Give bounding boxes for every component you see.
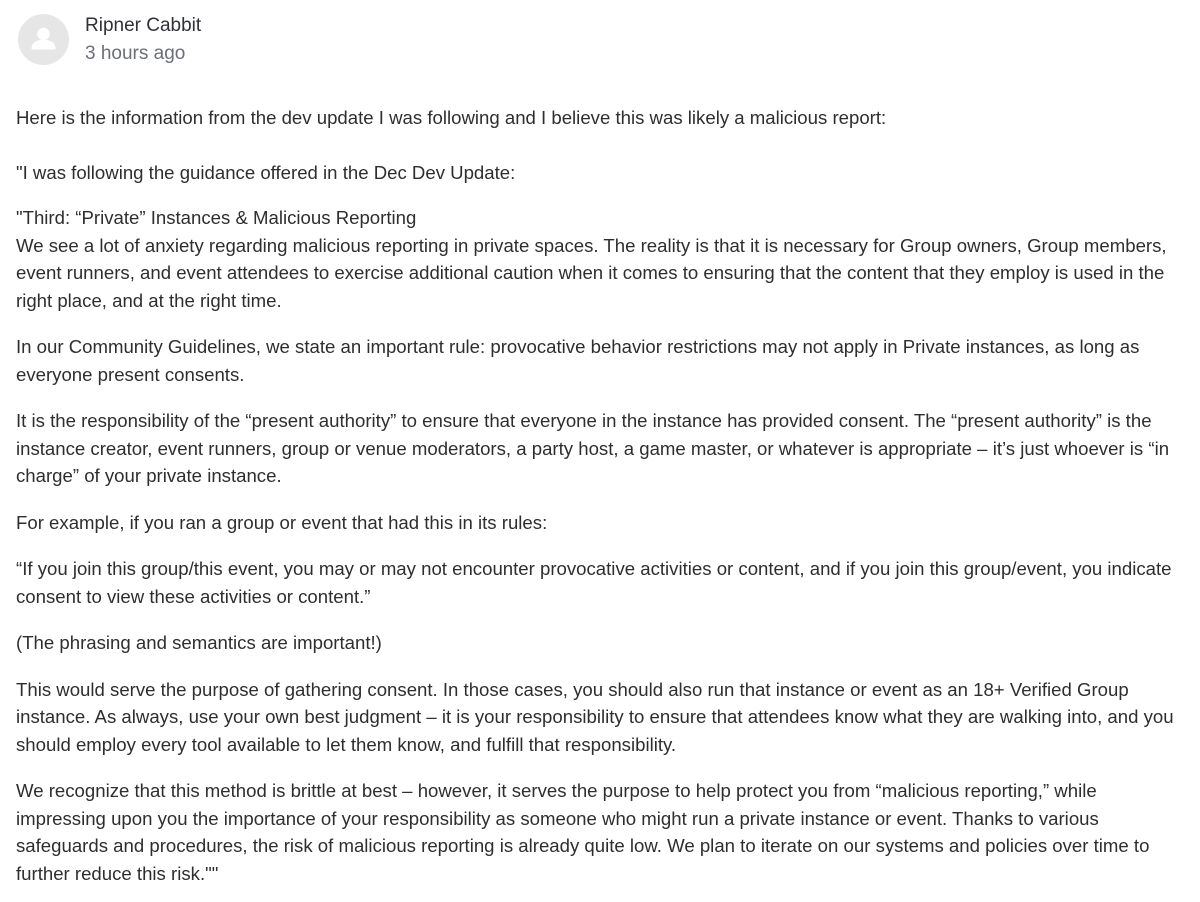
author-name[interactable]: Ripner Cabbit	[85, 15, 202, 36]
comment-header	[18, 14, 201, 68]
quote-heading: "Third: “Private” Instances & Malicious Reporting	[16, 207, 417, 228]
paragraph-phrasing-note: (The phrasing and semantics are important!)	[16, 632, 382, 653]
paragraph-intro: Here is the information from the dev update I was following and I believe this was likely a malicious report:	[16, 107, 887, 128]
paragraph-closing: We recognize that this method is brittle at best – however, it serves the purpose to help protect you from “malicious reporting,” while impressing upon you the importance of your responsibility as someone who might run a private instance or event. Thanks to various safeguards and procedures, the risk of malicious reporting is already quite low. We plan to iterate on our systems and policies over time to further reduce this risk.""	[16, 780, 1150, 884]
paragraph-present-authority: It is the responsibility of the “present authority” to ensure that everyone in the instance has provided consent. The “present authority” is the instance creator, event runners, group or venue moderators, a party host, a game master, or whatever is appropriate – it’s just whoever is “in charge” of your private instance.	[16, 410, 1170, 486]
paragraph-quote-heading	[16, 204, 1184, 314]
default-user-icon	[18, 14, 69, 65]
avatar[interactable]	[18, 14, 69, 65]
paragraph-guidance: "I was following the guidance offered in the Dec Dev Update:	[16, 161, 516, 183]
author-meta	[85, 14, 201, 67]
post-timestamp[interactable]: 3 hours ago	[85, 43, 186, 64]
paragraph-community-guidelines: In our Community Guidelines, we state an important rule: provocative behavior restrictions may not apply in Private instances, as long as everyone present consents.	[16, 336, 1140, 385]
paragraph-rule-quote: “If you join this group/this event, you may or may not encounter provocative activities or content, and if you join this group/event, you indicate consent to view these activities or content.”	[16, 558, 1172, 607]
paragraph-example: For example, if you ran a group or event that had this in its rules:	[16, 511, 548, 533]
paragraph-consent: This would serve the purpose of gathering consent. In those cases, you should also run that instance or event as an 18+ Verified Group instance. As always, use your own best judgment – it is your responsibility to ensure that attendees know what they are walking into, and you should employ every tool available to let them know, and fulfill that responsibility.	[16, 678, 1174, 755]
quote-body: We see a lot of anxiety regarding malicious reporting in private spaces. The reality is that it is necessary for Group owners, Group members, event runners, and event attendees to exercise additional caution when it comes to ensuring that the content that they employ is used in the right place, and at the right time.	[16, 234, 1167, 311]
comment-body	[16, 104, 1184, 887]
